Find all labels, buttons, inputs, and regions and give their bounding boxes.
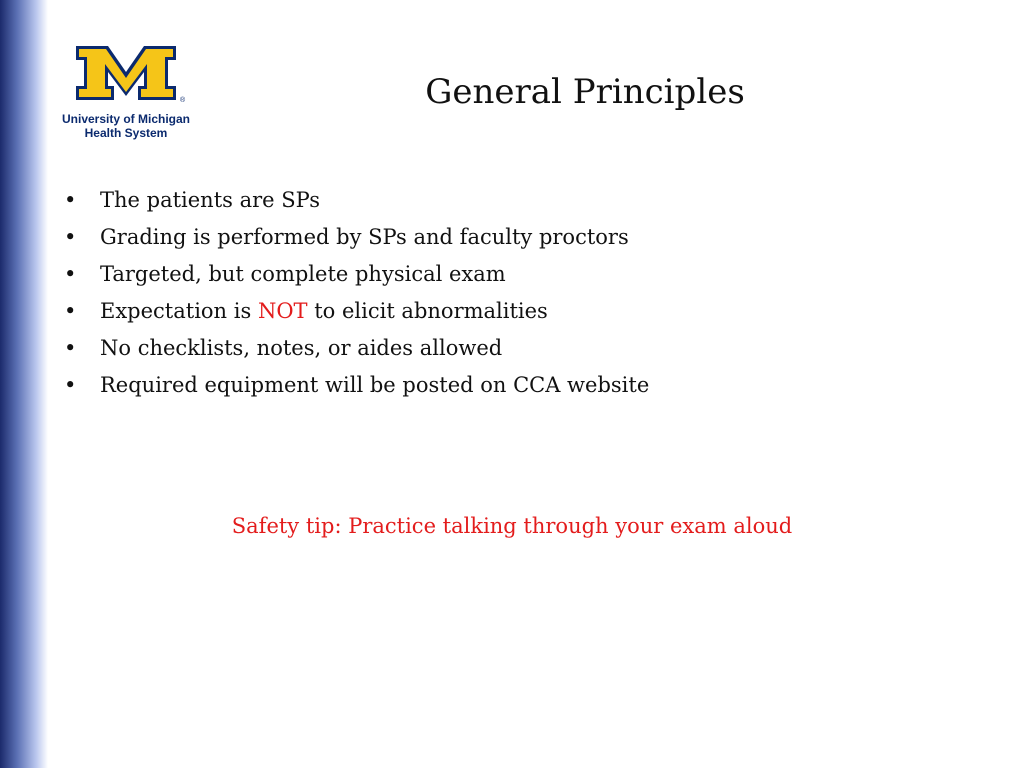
slide-title: General Principles [425,72,745,112]
bullet-text: Grading is performed by SPs and faculty proctors [100,225,629,249]
bullet-list [60,182,649,404]
bullet-icon: • [64,299,77,323]
safety-tip: Safety tip: Practice talking through your exam aloud [231,514,793,538]
bullet-text: Required equipment will be posted on CCA website [100,373,650,397]
bullet-icon: • [64,373,77,397]
bullet-item [60,256,649,293]
logo-line-health-system: Health System [84,126,168,140]
bullet-icon: • [64,225,77,249]
bullet-text: The patients are SPs [100,188,320,212]
bullet-item [60,293,649,330]
university-logo [54,42,198,146]
bullet-item [60,330,649,367]
bullet-item [60,182,649,219]
bullet-text-prefix: Expectation is [100,299,258,323]
bullet-item [60,367,649,404]
bullet-text-suffix: to elicit abnormalities [307,299,548,323]
registered-mark: ® [180,97,186,104]
bullet-item [60,219,649,256]
bullet-icon: • [64,188,77,212]
bullet-text: Targeted, but complete physical exam [100,262,506,286]
bullet-emphasis-not: NOT [257,299,308,323]
logo-line-university: University of Michigan [61,112,191,126]
block-m-logo-icon [54,42,198,108]
bullet-icon: • [64,336,77,360]
sidebar-gradient-bar [0,0,48,768]
bullet-icon: • [64,262,77,286]
bullet-text: No checklists, notes, or aides allowed [100,336,503,360]
